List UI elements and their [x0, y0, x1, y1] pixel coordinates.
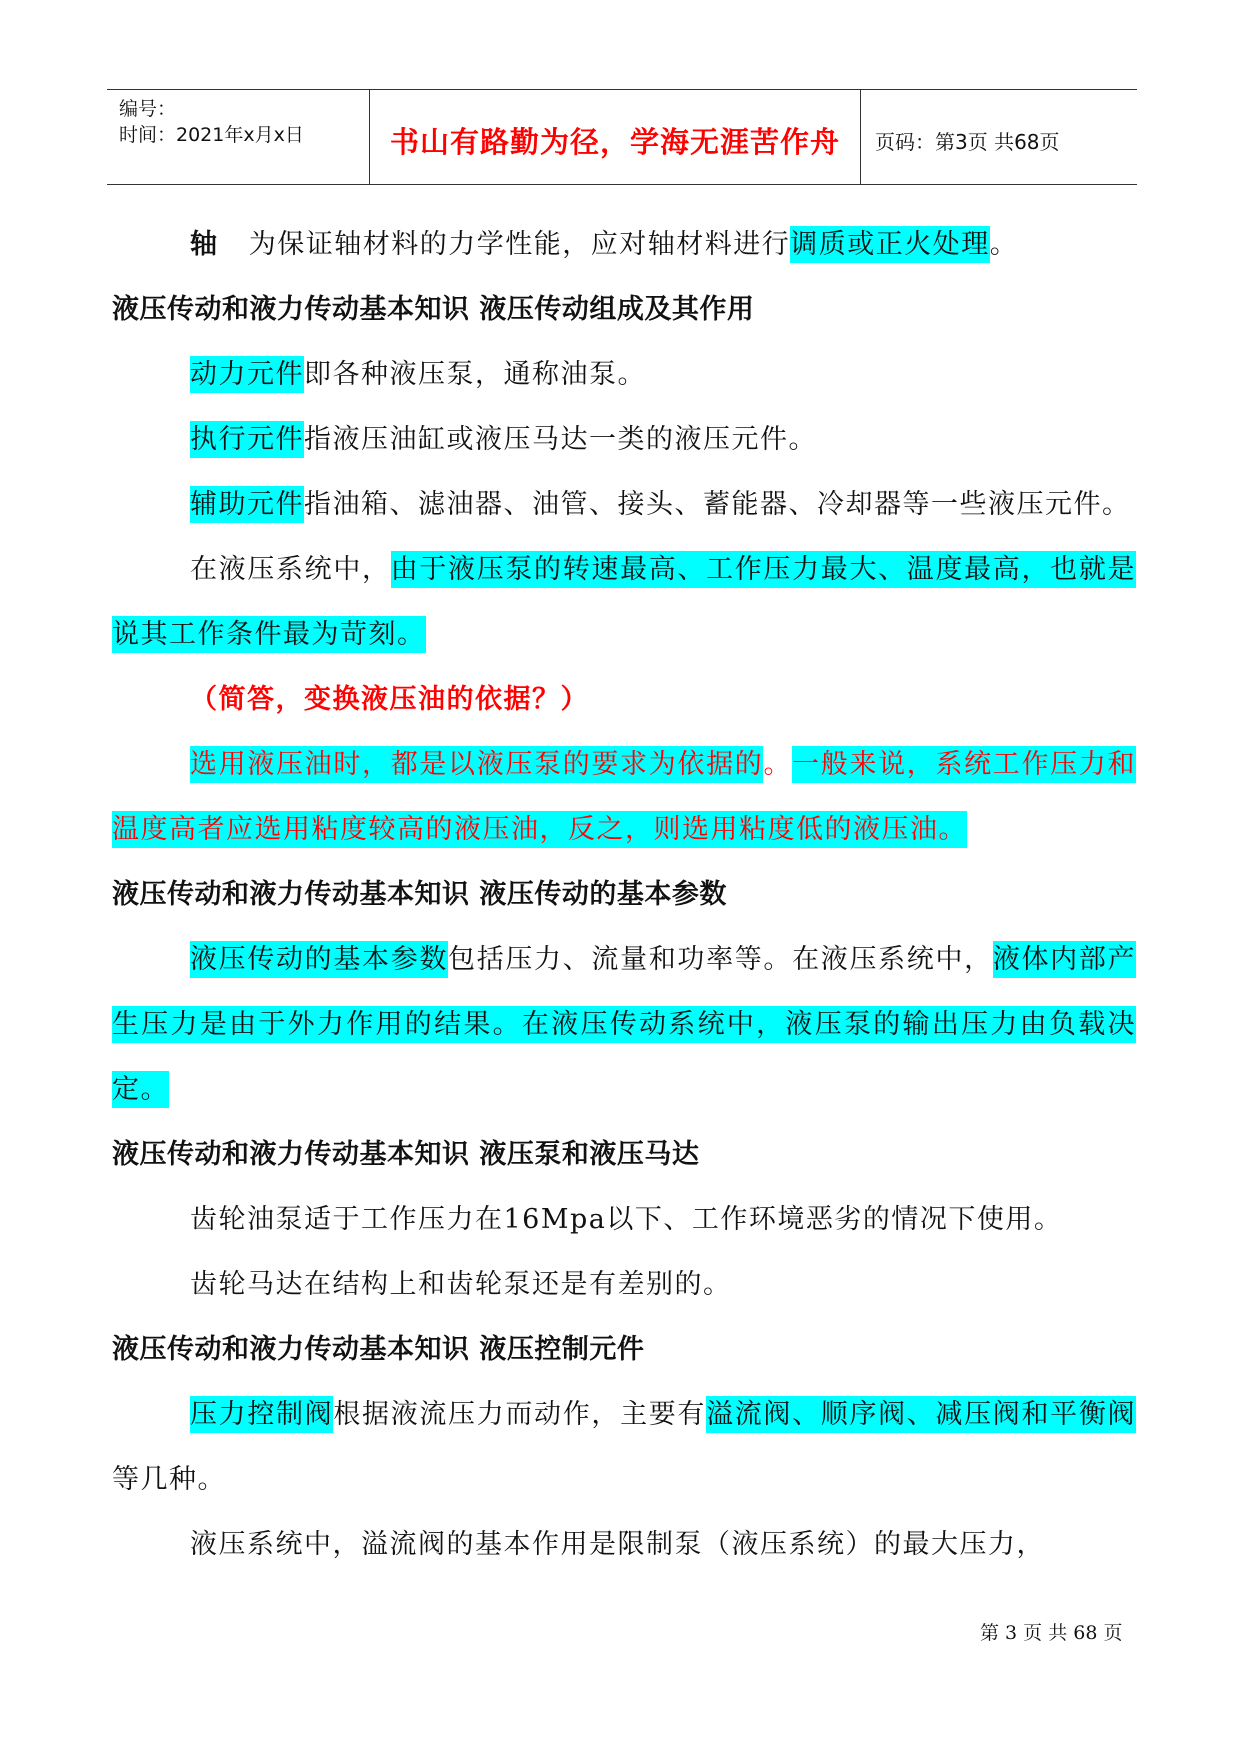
paragraph-power-element	[112, 342, 1136, 407]
motto: 书山有路勤为径，学海无涯苦作舟	[389, 125, 840, 159]
text: 即各种液压泵，通称油泵。	[304, 359, 646, 390]
section-heading-4: 液压传动和液力传动基本知识 液压控制元件	[112, 1334, 645, 1365]
text: 在液压系统中，	[190, 554, 391, 585]
highlight: 压力控制阀	[190, 1396, 333, 1433]
paragraph-gear-motor: 齿轮马达在结构上和齿轮泵还是有差别的。	[190, 1269, 732, 1300]
paragraph-parameters	[112, 927, 1136, 1122]
time-label: 时间：2021年x月x日	[119, 124, 304, 146]
highlight: 动力元件	[190, 356, 304, 393]
section-heading-1: 液压传动和液力传动基本知识 液压传动组成及其作用	[112, 294, 755, 325]
text: 。	[989, 229, 1019, 260]
highlight: 由于液压泵的转速最高、工作压力最大、温度最高，也就是说其工作条件最为苛刻。	[112, 551, 1136, 653]
header-middle-cell	[370, 90, 861, 184]
paragraph-pressure-valve	[112, 1382, 1136, 1512]
paragraph-shaft	[112, 212, 1136, 277]
highlight: 溢流阀、顺序阀、减压阀和平衡阀	[706, 1396, 1136, 1433]
text: 根据液流压力而动作，主要有	[333, 1399, 707, 1430]
highlight: 执行元件	[190, 421, 304, 458]
question-prompt: （简答，变换液压油的依据？）	[190, 684, 589, 715]
serial-label: 编号：	[119, 98, 177, 120]
page-header	[107, 89, 1137, 185]
paragraph-pump-conditions	[112, 537, 1136, 667]
highlight: 液体内部产生压力是由于外力作用的结果。在液压传动系统中，液压泵的输出压力由负载决定。	[112, 941, 1136, 1108]
term-shaft: 轴	[190, 229, 219, 260]
page-footer: 第 3 页 共 68 页	[980, 1622, 1123, 1644]
text: 指油箱、滤油器、油管、接头、蓄能器、冷却器等一些液压元件。	[304, 489, 1131, 520]
highlight: 选用液压油时，都是以液压泵的要求为依据的	[190, 746, 763, 783]
highlight: 一般来说，系统工作压力和温度高者应选用粘度较高的液压油，反之，则选用粘度低的液压油。	[112, 746, 1136, 848]
highlight: 液压传动的基本参数	[190, 941, 448, 978]
text: 指液压油缸或液压马达一类的液压元件。	[304, 424, 817, 455]
highlight: 辅助元件	[190, 486, 304, 523]
text: 为保证轴材料的力学性能，应对轴材料进行	[248, 229, 791, 260]
paragraph-gear-pump: 齿轮油泵适于工作压力在16Mpa以下、工作环境恶劣的情况下使用。	[190, 1204, 1063, 1235]
paragraph-auxiliary	[112, 472, 1136, 537]
page-code: 页码：第3页 共68页	[875, 130, 1060, 154]
paragraph-actuator	[112, 407, 1136, 472]
highlight: 调质或正火处理	[790, 226, 990, 263]
section-heading-2: 液压传动和液力传动基本知识 液压传动的基本参数	[112, 879, 727, 910]
paragraph-oil-selection	[112, 732, 1136, 862]
paragraph-relief-valve: 液压系统中，溢流阀的基本作用是限制泵（液压系统）的最大压力，	[190, 1529, 1045, 1560]
header-right-cell	[861, 90, 1137, 184]
text: 包括压力、流量和功率等。在液压系统中，	[448, 944, 993, 975]
section-heading-3: 液压传动和液力传动基本知识 液压泵和液压马达	[112, 1139, 700, 1170]
text: 。	[763, 749, 793, 780]
header-left-cell	[107, 90, 370, 184]
text: 等几种。	[112, 1464, 226, 1495]
document-body	[112, 212, 1136, 1577]
